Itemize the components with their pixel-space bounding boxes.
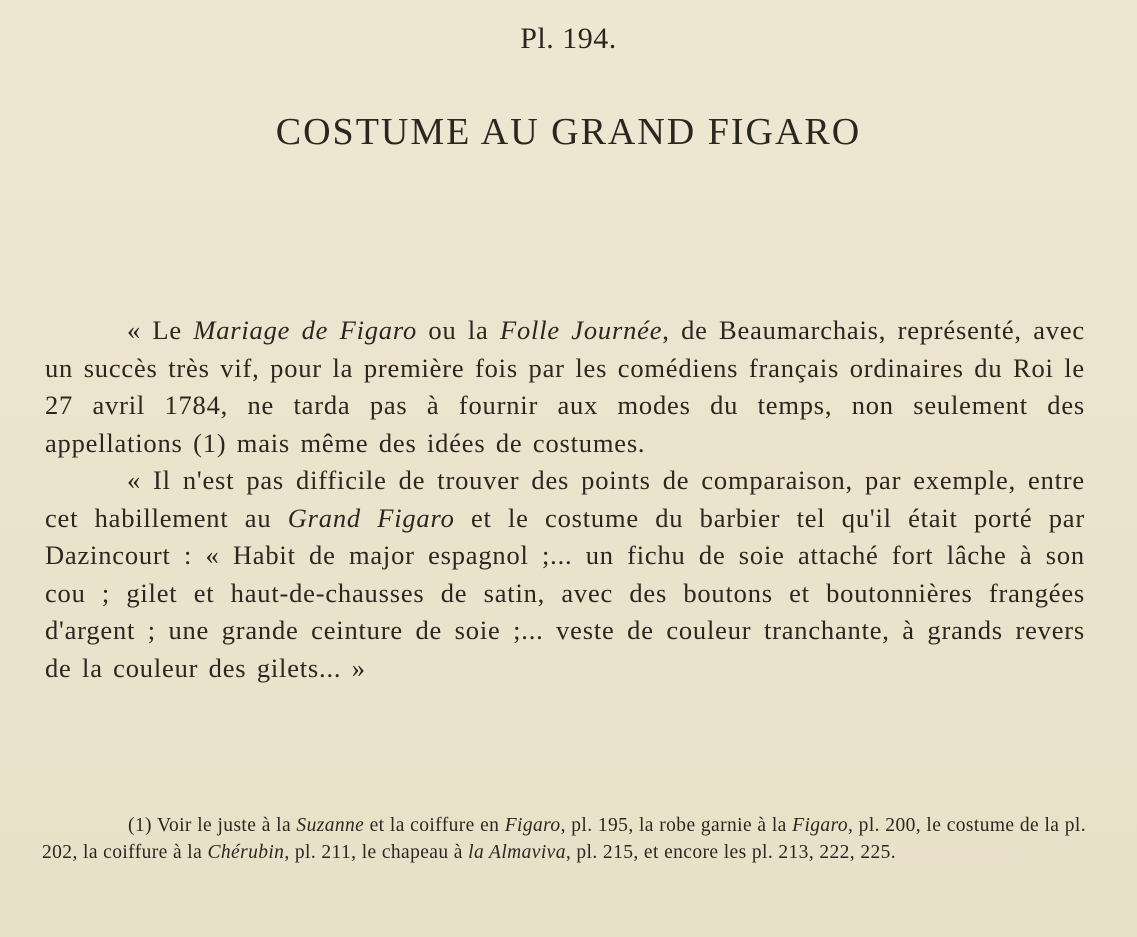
- text-run: , pl. 211, le chapeau à: [284, 842, 469, 863]
- italic-run: Grand Figaro: [287, 502, 455, 533]
- italic-run: Chérubin: [207, 842, 285, 863]
- paragraph-2: [45, 462, 1085, 687]
- italic-run: la Almaviva: [468, 842, 566, 863]
- footnote-1: [42, 812, 1086, 866]
- text-run: et la coiffure en: [364, 815, 505, 836]
- plate-number: Pl. 194.: [520, 22, 617, 55]
- paragraph-1: [45, 312, 1085, 462]
- italic-run: Suzanne: [296, 815, 365, 836]
- text-run: et le costume du barbier tel qu'il était porté par Dazincourt : « Habit de major espagnol ;... un fichu de soie attaché fort lâche à son cou ; gilet et haut-de-chausses de satin, avec des boutons et boutonnières frangées d'argent ; une grande ceinture de soie ;... veste de couleur tranchante, à grands revers de la couleur des gilets... »: [45, 502, 1085, 683]
- italic-run: Figaro: [504, 815, 561, 836]
- text-run: « Le: [127, 315, 194, 345]
- footnote: [42, 812, 1086, 866]
- text-run: , pl. 200, le costume de la pl. 202, la coiffure à la: [42, 815, 1086, 863]
- text-run: (1) Voir le juste à la: [128, 815, 297, 836]
- italic-run: Figaro: [792, 815, 848, 836]
- italic-run: Mariage de Figaro: [193, 315, 418, 345]
- body-text: [45, 312, 1085, 687]
- text-run: , pl. 215, et encore les pl. 213, 222, 225.: [565, 842, 897, 863]
- text-run: , de Beaumarchais, représenté, avec un succès très vif, pour la première fois par les comédiens français ordinaires du Roi le 27 avril 1784, ne tarda pas à fournir aux modes du temps, non seulement des appellations (1) mais même des idées de costumes.: [45, 315, 1085, 458]
- italic-run: Folle Journée: [500, 315, 663, 345]
- text-run: ou la: [417, 315, 500, 345]
- text-run: , pl. 195, la robe garnie à la: [560, 815, 793, 836]
- text-run: « Il n'est pas difficile de trouver des points de comparaison, par exemple, entre cet habillement au: [45, 465, 1085, 533]
- page-title: COSTUME AU GRAND FIGARO: [275, 111, 862, 153]
